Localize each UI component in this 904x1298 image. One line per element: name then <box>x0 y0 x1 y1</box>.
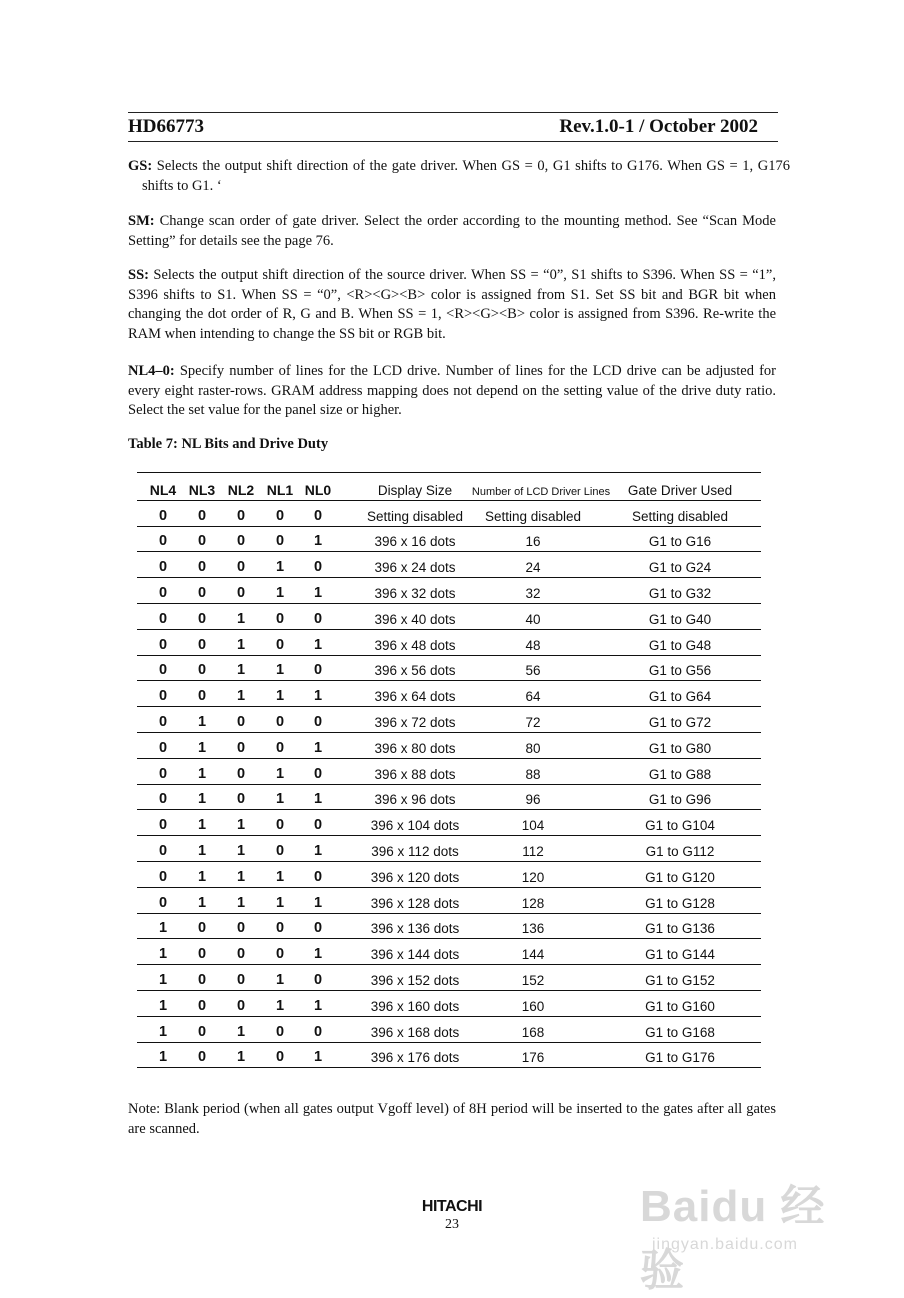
nl2-bit: 0 <box>236 584 246 601</box>
nl-description <box>128 362 776 421</box>
nl3-bit: 0 <box>197 559 207 576</box>
nl3-bit: 0 <box>197 507 207 524</box>
hitachi-logo: HITACHI <box>421 1198 483 1215</box>
header-nl3: NL3 <box>188 481 216 498</box>
nl3-bit: 0 <box>197 997 207 1014</box>
driver-lines-cell: 152 <box>521 972 545 988</box>
table-row <box>137 552 761 578</box>
nl4-bit: 0 <box>158 817 168 834</box>
gs-description <box>128 157 790 196</box>
nl2-bit: 0 <box>236 739 246 756</box>
table-row <box>137 991 761 1017</box>
nl0-bit: 0 <box>313 610 323 627</box>
table-row <box>137 630 761 656</box>
display-size-cell: 396 x 128 dots <box>370 895 460 911</box>
table-row <box>137 681 761 707</box>
gate-driver-cell: G1 to G160 <box>645 998 715 1014</box>
table-row <box>137 578 761 604</box>
gate-driver-cell: G1 to G168 <box>645 1024 715 1040</box>
header-nl1: NL1 <box>266 481 294 498</box>
nl4-bit: 0 <box>158 533 168 550</box>
nl4-bit: 0 <box>158 610 168 627</box>
sm-text: Change scan order of gate driver. Select the order according to the mounting method. See “Scan Mode Setting” for details see the page 76. <box>128 213 776 249</box>
nl3-bit: 0 <box>197 662 207 679</box>
nl0-bit: 0 <box>313 765 323 782</box>
driver-lines-cell: 120 <box>521 869 545 885</box>
gate-driver-cell: G1 to G96 <box>648 792 712 808</box>
table-row <box>137 656 761 682</box>
nl2-bit: 1 <box>236 842 246 859</box>
nl2-bit: 0 <box>236 791 246 808</box>
nl0-bit: 1 <box>313 946 323 963</box>
nl1-bit: 0 <box>275 1049 285 1066</box>
nl1-bit: 0 <box>275 636 285 653</box>
header-nl4: NL4 <box>149 481 177 498</box>
header-gate-driver: Gate Driver Used <box>627 482 733 498</box>
nl2-bit: 1 <box>236 662 246 679</box>
driver-lines-cell: 32 <box>525 585 541 601</box>
driver-lines-cell: 40 <box>525 611 541 627</box>
header-driver-lines: Number of LCD Driver Lines <box>471 485 611 498</box>
nl0-bit: 0 <box>313 920 323 937</box>
table-row <box>137 1043 761 1069</box>
nl3-bit: 1 <box>197 713 207 730</box>
nl4-bit: 0 <box>158 559 168 576</box>
gate-driver-cell: G1 to G144 <box>645 947 715 963</box>
nl2-bit: 0 <box>236 971 246 988</box>
nl4-bit: 1 <box>158 1049 168 1066</box>
nl1-bit: 1 <box>275 662 285 679</box>
table-row <box>137 939 761 965</box>
nl1-bit: 0 <box>275 533 285 550</box>
nl2-bit: 0 <box>236 946 246 963</box>
nl3-bit: 0 <box>197 920 207 937</box>
nl4-bit: 1 <box>158 1023 168 1040</box>
nl0-bit: 0 <box>313 713 323 730</box>
nl0-bit: 1 <box>313 688 323 705</box>
driver-lines-cell: 112 <box>522 843 544 859</box>
nl-text: Specify number of lines for the LCD drive. Number of lines for the LCD drive can be adjusted for every eight raster-rows. GRAM address mapping does not depend on the setting value of the drive duty ratio. Select the set value for the panel size or higher. <box>128 363 776 418</box>
driver-lines-cell: 72 <box>525 714 541 730</box>
nl3-bit: 0 <box>197 946 207 963</box>
header-nl2: NL2 <box>227 481 255 498</box>
nl1-bit: 0 <box>275 946 285 963</box>
nl0-bit: 1 <box>313 842 323 859</box>
gate-driver-cell: G1 to G24 <box>648 560 712 576</box>
nl1-bit: 0 <box>275 842 285 859</box>
nl2-bit: 0 <box>236 920 246 937</box>
nl1-bit: 0 <box>275 920 285 937</box>
nl4-bit: 0 <box>158 791 168 808</box>
table-row <box>137 501 761 527</box>
nl4-bit: 0 <box>158 636 168 653</box>
table-row <box>137 965 761 991</box>
nl2-bit: 1 <box>236 610 246 627</box>
nl0-bit: 1 <box>313 584 323 601</box>
nl0-bit: 1 <box>313 739 323 756</box>
nl2-bit: 1 <box>236 688 246 705</box>
nl2-bit: 0 <box>236 997 246 1014</box>
nl1-bit: 1 <box>275 868 285 885</box>
driver-lines-cell: 24 <box>525 560 541 576</box>
nl2-bit: 0 <box>236 765 246 782</box>
nl1-bit: 0 <box>275 817 285 834</box>
nl4-bit: 1 <box>158 971 168 988</box>
header-display-size: Display Size <box>377 482 453 498</box>
driver-lines-cell: 176 <box>521 1050 545 1066</box>
watermark-main: Baidu 经验 <box>640 1182 826 1295</box>
display-size-cell: 396 x 40 dots <box>374 611 456 627</box>
page-header <box>128 112 778 142</box>
driver-lines-cell: 48 <box>525 637 541 653</box>
gate-driver-cell: G1 to G88 <box>648 766 712 782</box>
nl4-bit: 0 <box>158 662 168 679</box>
nl3-bit: 1 <box>197 817 207 834</box>
nl1-bit: 0 <box>275 507 285 524</box>
table-row <box>137 707 761 733</box>
table-row <box>137 1017 761 1043</box>
ss-text: Selects the output shift direction of the source driver. When SS = “0”, S1 shifts to S396. When SS = “1”, S396 shifts to S1. When SS = “0”, <R><G><B> color is assigned from S1. Set SS bit and BGR bit when changing the dot order of R, G and B. When SS = 1, <R><G><B> color is assigned from S396. Re-write the RAM when intending to change the SS bit or RGB bit. <box>128 267 776 342</box>
document-id: HD66773 <box>128 116 204 137</box>
nl3-bit: 1 <box>197 894 207 911</box>
nl4-bit: 1 <box>158 946 168 963</box>
nl0-bit: 0 <box>313 817 323 834</box>
nl4-bit: 0 <box>158 688 168 705</box>
nl1-bit: 1 <box>275 971 285 988</box>
nl0-bit: 0 <box>313 559 323 576</box>
nl3-bit: 1 <box>197 868 207 885</box>
driver-lines-cell: 16 <box>525 534 541 550</box>
nl1-bit: 0 <box>275 1023 285 1040</box>
nl3-bit: 1 <box>197 739 207 756</box>
nl1-bit: 1 <box>275 765 285 782</box>
nl4-bit: 1 <box>158 997 168 1014</box>
table-row <box>137 733 761 759</box>
table-row <box>137 785 761 811</box>
nl4-bit: 0 <box>158 739 168 756</box>
table-caption: Table 7: NL Bits and Drive Duty <box>128 436 329 452</box>
nl0-bit: 0 <box>313 507 323 524</box>
nl1-bit: 1 <box>275 791 285 808</box>
baidu-watermark <box>640 1142 870 1295</box>
gate-driver-cell: G1 to G152 <box>645 972 715 988</box>
revision-date: Rev.1.0-1 / October 2002 <box>559 116 758 137</box>
nl2-bit: 1 <box>236 817 246 834</box>
nl2-bit: 1 <box>236 1049 246 1066</box>
gate-driver-cell: G1 to G112 <box>645 843 715 859</box>
nl0-bit: 0 <box>313 662 323 679</box>
nl4-bit: 0 <box>158 507 168 524</box>
driver-lines-cell: 168 <box>521 1024 545 1040</box>
nl3-bit: 1 <box>197 791 207 808</box>
driver-lines-cell: 88 <box>525 766 541 782</box>
display-size-cell: 396 x 168 dots <box>370 1024 460 1040</box>
nl4-bit: 0 <box>158 765 168 782</box>
gate-driver-cell: G1 to G104 <box>645 818 715 834</box>
sm-description <box>128 212 776 251</box>
nl3-bit: 0 <box>197 533 207 550</box>
nl-term: NL4–0: <box>128 363 175 379</box>
nl4-bit: 1 <box>158 920 168 937</box>
gate-driver-cell: G1 to G16 <box>648 534 712 550</box>
display-size-cell: 396 x 136 dots <box>370 921 460 937</box>
gate-driver-cell: G1 to G32 <box>648 585 712 601</box>
display-size-cell: 396 x 16 dots <box>374 534 456 550</box>
driver-lines-cell: 56 <box>525 663 541 679</box>
display-size-cell: 396 x 80 dots <box>374 740 456 756</box>
nl2-bit: 1 <box>236 1023 246 1040</box>
display-size-cell: 396 x 32 dots <box>374 585 456 601</box>
page-number: 23 <box>445 1217 459 1232</box>
gate-driver-cell: G1 to G80 <box>648 740 712 756</box>
nl2-bit: 0 <box>236 533 246 550</box>
sm-term: SM: <box>128 213 155 229</box>
table-row <box>137 862 761 888</box>
gate-driver-cell: G1 to G48 <box>648 637 712 653</box>
driver-lines-cell: Setting disabled <box>484 508 582 524</box>
driver-lines-cell: 104 <box>521 818 545 834</box>
nl4-bit: 0 <box>158 713 168 730</box>
gate-driver-cell: G1 to G56 <box>648 663 712 679</box>
nl3-bit: 0 <box>197 688 207 705</box>
nl4-bit: 0 <box>158 868 168 885</box>
display-size-cell: 396 x 72 dots <box>374 714 456 730</box>
gs-term: GS: <box>128 158 153 174</box>
driver-lines-cell: 160 <box>521 998 545 1014</box>
table-row <box>137 810 761 836</box>
nl1-bit: 1 <box>275 559 285 576</box>
table-header-row <box>137 475 761 501</box>
gs-text: Selects the output shift direction of the gate driver. When GS = 0, G1 shifts to G176. When GS = 1, G176 shifts to G1. ‘ <box>142 158 790 194</box>
display-size-cell: 396 x 152 dots <box>370 972 460 988</box>
footnote: Note: Blank period (when all gates output Vgoff level) of 8H period will be inserted to the gates after all gates are scanned. <box>128 1101 776 1137</box>
driver-lines-cell: 80 <box>525 740 541 756</box>
nl4-bit: 0 <box>158 842 168 859</box>
nl0-bit: 0 <box>313 1023 323 1040</box>
table-row <box>137 836 761 862</box>
display-size-cell: 396 x 64 dots <box>374 689 456 705</box>
watermark-url: jingyan.baidu.com <box>652 1236 798 1253</box>
nl2-bit: 0 <box>236 559 246 576</box>
display-size-cell: 396 x 24 dots <box>374 560 456 576</box>
ss-term: SS: <box>128 267 149 283</box>
nl3-bit: 1 <box>197 842 207 859</box>
nl4-bit: 0 <box>158 584 168 601</box>
nl1-bit: 0 <box>275 610 285 627</box>
gate-driver-cell: G1 to G136 <box>645 921 715 937</box>
display-size-cell: 396 x 176 dots <box>370 1050 460 1066</box>
nl0-bit: 1 <box>313 894 323 911</box>
display-size-cell: 396 x 120 dots <box>370 869 460 885</box>
driver-lines-cell: 64 <box>525 689 541 705</box>
nl2-bit: 1 <box>236 894 246 911</box>
driver-lines-cell: 96 <box>525 792 541 808</box>
nl2-bit: 1 <box>236 868 246 885</box>
gate-driver-cell: G1 to G128 <box>645 895 715 911</box>
nl3-bit: 0 <box>197 1023 207 1040</box>
nl3-bit: 1 <box>197 765 207 782</box>
nl3-bit: 0 <box>197 584 207 601</box>
nl0-bit: 0 <box>313 868 323 885</box>
gate-driver-cell: G1 to G176 <box>645 1050 715 1066</box>
nl0-bit: 1 <box>313 533 323 550</box>
table-row <box>137 527 761 553</box>
driver-lines-cell: 144 <box>521 947 545 963</box>
display-size-cell: 396 x 112 dots <box>371 843 459 859</box>
nl3-bit: 0 <box>197 1049 207 1066</box>
driver-lines-cell: 128 <box>521 895 545 911</box>
gate-driver-cell: Setting disabled <box>631 508 729 524</box>
gate-driver-cell: G1 to G120 <box>645 869 715 885</box>
display-size-cell: 396 x 56 dots <box>374 663 456 679</box>
nl1-bit: 0 <box>275 713 285 730</box>
nl1-bit: 1 <box>275 688 285 705</box>
table-top-rule <box>137 472 761 473</box>
gate-driver-cell: G1 to G40 <box>648 611 712 627</box>
gate-driver-cell: G1 to G72 <box>648 714 712 730</box>
display-size-cell: 396 x 160 dots <box>370 998 460 1014</box>
nl2-bit: 0 <box>236 713 246 730</box>
display-size-cell: 396 x 96 dots <box>374 792 456 808</box>
nl0-bit: 1 <box>313 791 323 808</box>
nl2-bit: 0 <box>236 507 246 524</box>
table-row <box>137 914 761 940</box>
display-size-cell: 396 x 48 dots <box>374 637 456 653</box>
nl3-bit: 0 <box>197 610 207 627</box>
nl2-bit: 1 <box>236 636 246 653</box>
nl0-bit: 1 <box>313 997 323 1014</box>
table-row <box>137 888 761 914</box>
nl4-bit: 0 <box>158 894 168 911</box>
display-size-cell: Setting disabled <box>366 508 464 524</box>
table-row <box>137 759 761 785</box>
nl0-bit: 0 <box>313 971 323 988</box>
nl1-bit: 0 <box>275 739 285 756</box>
ss-description <box>128 266 776 344</box>
nl3-bit: 0 <box>197 971 207 988</box>
nl0-bit: 1 <box>313 1049 323 1066</box>
nl3-bit: 0 <box>197 636 207 653</box>
nl1-bit: 1 <box>275 894 285 911</box>
gate-driver-cell: G1 to G64 <box>648 689 712 705</box>
table-row <box>137 604 761 630</box>
display-size-cell: 396 x 88 dots <box>374 766 456 782</box>
display-size-cell: 396 x 104 dots <box>370 818 460 834</box>
header-nl0: NL0 <box>304 481 332 498</box>
driver-lines-cell: 136 <box>521 921 545 937</box>
display-size-cell: 396 x 144 dots <box>370 947 460 963</box>
nl0-bit: 1 <box>313 636 323 653</box>
nl1-bit: 1 <box>275 584 285 601</box>
nl1-bit: 1 <box>275 997 285 1014</box>
